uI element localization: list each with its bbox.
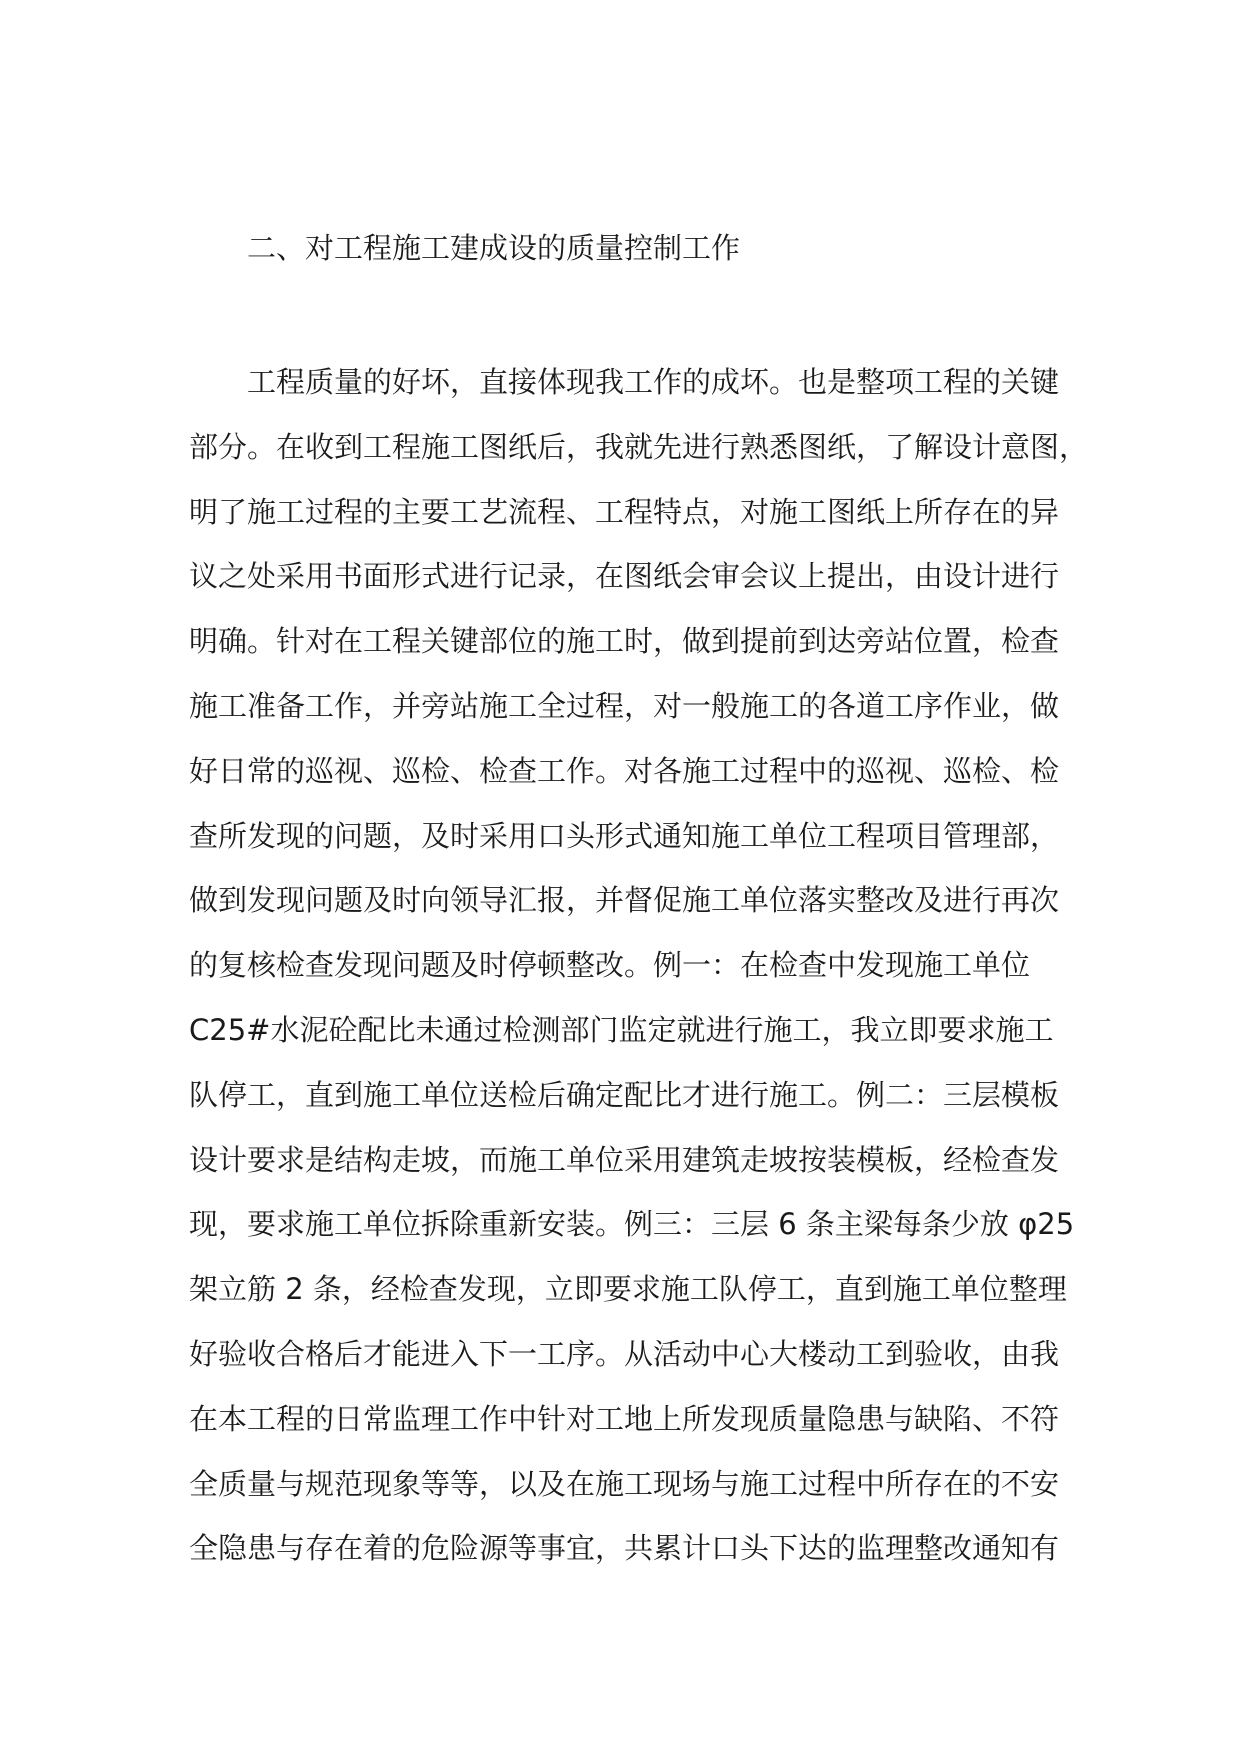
paragraph-line: 现，要求施工单位拆除重新安装。例三：三层 6 条主梁每条少放 φ25 [189, 1207, 1075, 1242]
paragraph-line: 全质量与规范现象等等，以及在施工现场与施工过程中所存在的不安 [189, 1466, 1060, 1501]
paragraph-line: 部分。在收到工程施工图纸后，我就先进行熟悉图纸，了解设计意图， [189, 429, 1089, 464]
paragraph-line: C25#水泥砼配比未通过检测部门监定就进行施工，我立即要求施工 [189, 1012, 1054, 1047]
paragraph-line: 施工准备工作，并旁站施工全过程，对一般施工的各道工序作业，做 [189, 688, 1060, 723]
paragraph-line: 在本工程的日常监理工作中针对工地上所发现质量隐患与缺陷、不符 [189, 1401, 1060, 1436]
paragraph-line: 好日常的巡视、巡检、检查工作。对各施工过程中的巡视、巡检、检 [189, 753, 1060, 788]
paragraph-line: 队停工，直到施工单位送检后确定配比才进行施工。例二：三层模板 [189, 1077, 1060, 1112]
paragraph-line: 议之处采用书面形式进行记录，在图纸会审会议上提出，由设计进行 [189, 559, 1060, 594]
body-paragraph [189, 362, 1089, 1593]
paragraph-line: 工程质量的好坏，直接体现我工作的成坏。也是整项工程的关键 [247, 365, 1060, 399]
paragraph-line: 架立筋 2 条，经检查发现，立即要求施工队停工，直到施工单位整理 [189, 1272, 1067, 1307]
paragraph-line: 明确。针对在工程关键部位的施工时，做到提前到达旁站位置，检查 [189, 624, 1060, 659]
paragraph-line: 好验收合格后才能进入下一工序。从活动中心大楼动工到验收，由我 [189, 1336, 1060, 1371]
paragraph-line: 明了施工过程的主要工艺流程、工程特点，对施工图纸上所存在的异 [189, 494, 1060, 529]
paragraph-line: 设计要求是结构走坡，而施工单位采用建筑走坡按装模板，经检查发 [189, 1142, 1060, 1177]
section-heading: 二、对工程施工建成设的质量控制工作 [247, 231, 741, 265]
paragraph-line: 做到发现问题及时向领导汇报，并督促施工单位落实整改及进行再次 [189, 883, 1060, 918]
paragraph-line: 全隐患与存在着的危险源等事宜，共累计口头下达的监理整改通知有 [189, 1531, 1060, 1566]
paragraph-line: 查所发现的问题，及时采用口头形式通知施工单位工程项目管理部， [189, 818, 1060, 853]
paragraph-line: 的复核检查发现问题及时停顿整改。例一：在检查中发现施工单位 [189, 948, 1031, 983]
